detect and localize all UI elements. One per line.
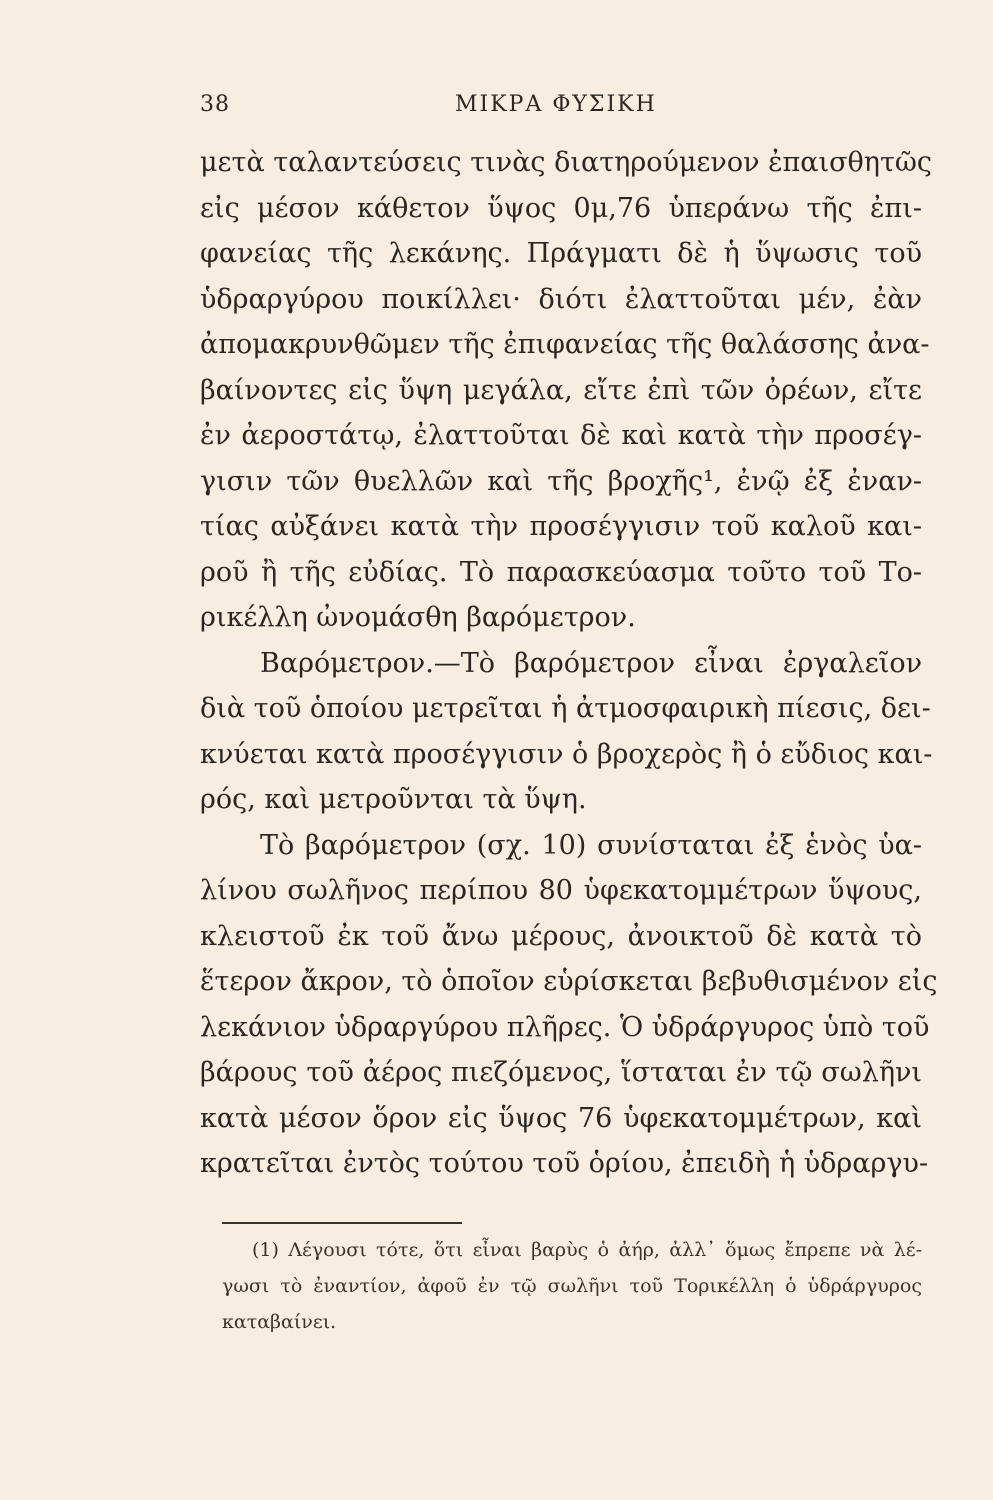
text-line: εἰς μέσον κάθετον ὕψος 0μ,76 ὑπεράνω τῆς ἐπι- [200, 192, 922, 224]
text-line: τίας αὐξάνει κατὰ τὴν προσέγγισιν τοῦ καλοῦ και- [200, 511, 922, 542]
footnote-divider [222, 1222, 462, 1224]
footnote-line: (1) Λέγουσι τότε, ὅτι εἶναι βαρὺς ὁ ἀήρ, ἀλλ᾽ ὅμως ἔπρεπε νὰ λέ- [252, 1239, 922, 1261]
footnote [222, 1232, 922, 1340]
section-heading-line: Βαρόμετρον.—Τὸ βαρόμετρον εἶναι ἐργαλεῖον [260, 647, 922, 679]
text-line: ὑδραργύρου ποικίλλει· διότι ἐλαττοῦται μέν, ἐὰν [200, 283, 922, 315]
running-title: ΜΙΚΡΑ ΦΥΣΙΚΗ [455, 92, 657, 117]
page-number: 38 [200, 92, 230, 117]
text-line: κλειστοῦ ἐκ τοῦ ἄνω μέρους, ἀνοικτοῦ δὲ κατὰ τὸ [200, 920, 922, 952]
text-line: γισιν τῶν θυελλῶν καὶ τῆς βροχῆς¹, ἐνῷ ἐξ ἐναν- [200, 465, 922, 497]
text-line: κρατεῖται ἐντὸς τούτου τοῦ ὁρίου, ἐπειδὴ ἡ ὑδραργυ- [200, 1148, 929, 1179]
text-line: ροῦ ἢ τῆς εὐδίας. Τὸ παρασκεύασμα τοῦτο τοῦ Το- [200, 556, 922, 588]
body-text [200, 140, 938, 1187]
text-line: μετὰ ταλαντεύσεις τινὰς διατηρούμενον ἐπαισθητῶς [200, 147, 933, 178]
text-line: διὰ τοῦ ὁποίου μετρεῖται ἡ ἀτμοσφαιρικὴ πίεσις, δει- [200, 693, 931, 724]
text-line: ἕτερον ἄκρον, τὸ ὁποῖον εὑρίσκεται βεβυθισμένον εἰς [200, 966, 938, 997]
text-line: κνύεται κατὰ προσέγγισιν ὁ βροχερὸς ἢ ὁ εὔδιος και- [200, 738, 933, 770]
footnote-line: γωσι τὸ ἐναντίον, ἀφοῦ ἐν τῷ σωλῆνι τοῦ Τορικέλλη ὁ ὑδράργυρος [222, 1275, 922, 1297]
text-line: λεκάνιον ὑδραργύρου πλῆρες. Ὁ ὑδράργυρος ὑπὸ τοῦ [200, 1011, 930, 1043]
text-line: ἀπομακρυνθῶμεν τῆς ἐπιφανείας τῆς θαλάσσης ἀνα- [200, 329, 930, 360]
text-line: ρός, καὶ μετροῦνται τὰ ὕψη. [200, 784, 587, 815]
text-line: φανείας τῆς λεκάνης. Πράγματι δὲ ἡ ὕψωσις τοῦ [200, 238, 922, 269]
footnote-line: καταβαίνει. [222, 1311, 337, 1333]
text-line: λίνου σωλῆνος περίπου 80 ὑφεκατομμέτρων ὕψους, [200, 875, 922, 906]
text-line: ρικέλλη ὠνομάσθη βαρόμετρον. [200, 602, 636, 633]
text-line: ἐν ἀεροστάτῳ, ἐλαττοῦται δὲ καὶ κατὰ τὴν προσέγ- [200, 420, 922, 451]
text-line: κατὰ μέσον ὅρον εἰς ὕψος 76 ὑφεκατομμέτρων, καὶ [200, 1102, 922, 1134]
page-header [200, 92, 920, 132]
text-line: Τὸ βαρόμετρον (σχ. 10) συνίσταται ἐξ ἑνὸς ὑα- [260, 829, 922, 861]
text-line: βάρους τοῦ ἀέρος πιεζόμενος, ἵσταται ἐν τῷ σωλῆνι [200, 1057, 922, 1088]
text-line: βαίνοντες εἰς ὕψη μεγάλα, εἴτε ἐπὶ τῶν ὀρέων, εἴτε [200, 374, 922, 406]
